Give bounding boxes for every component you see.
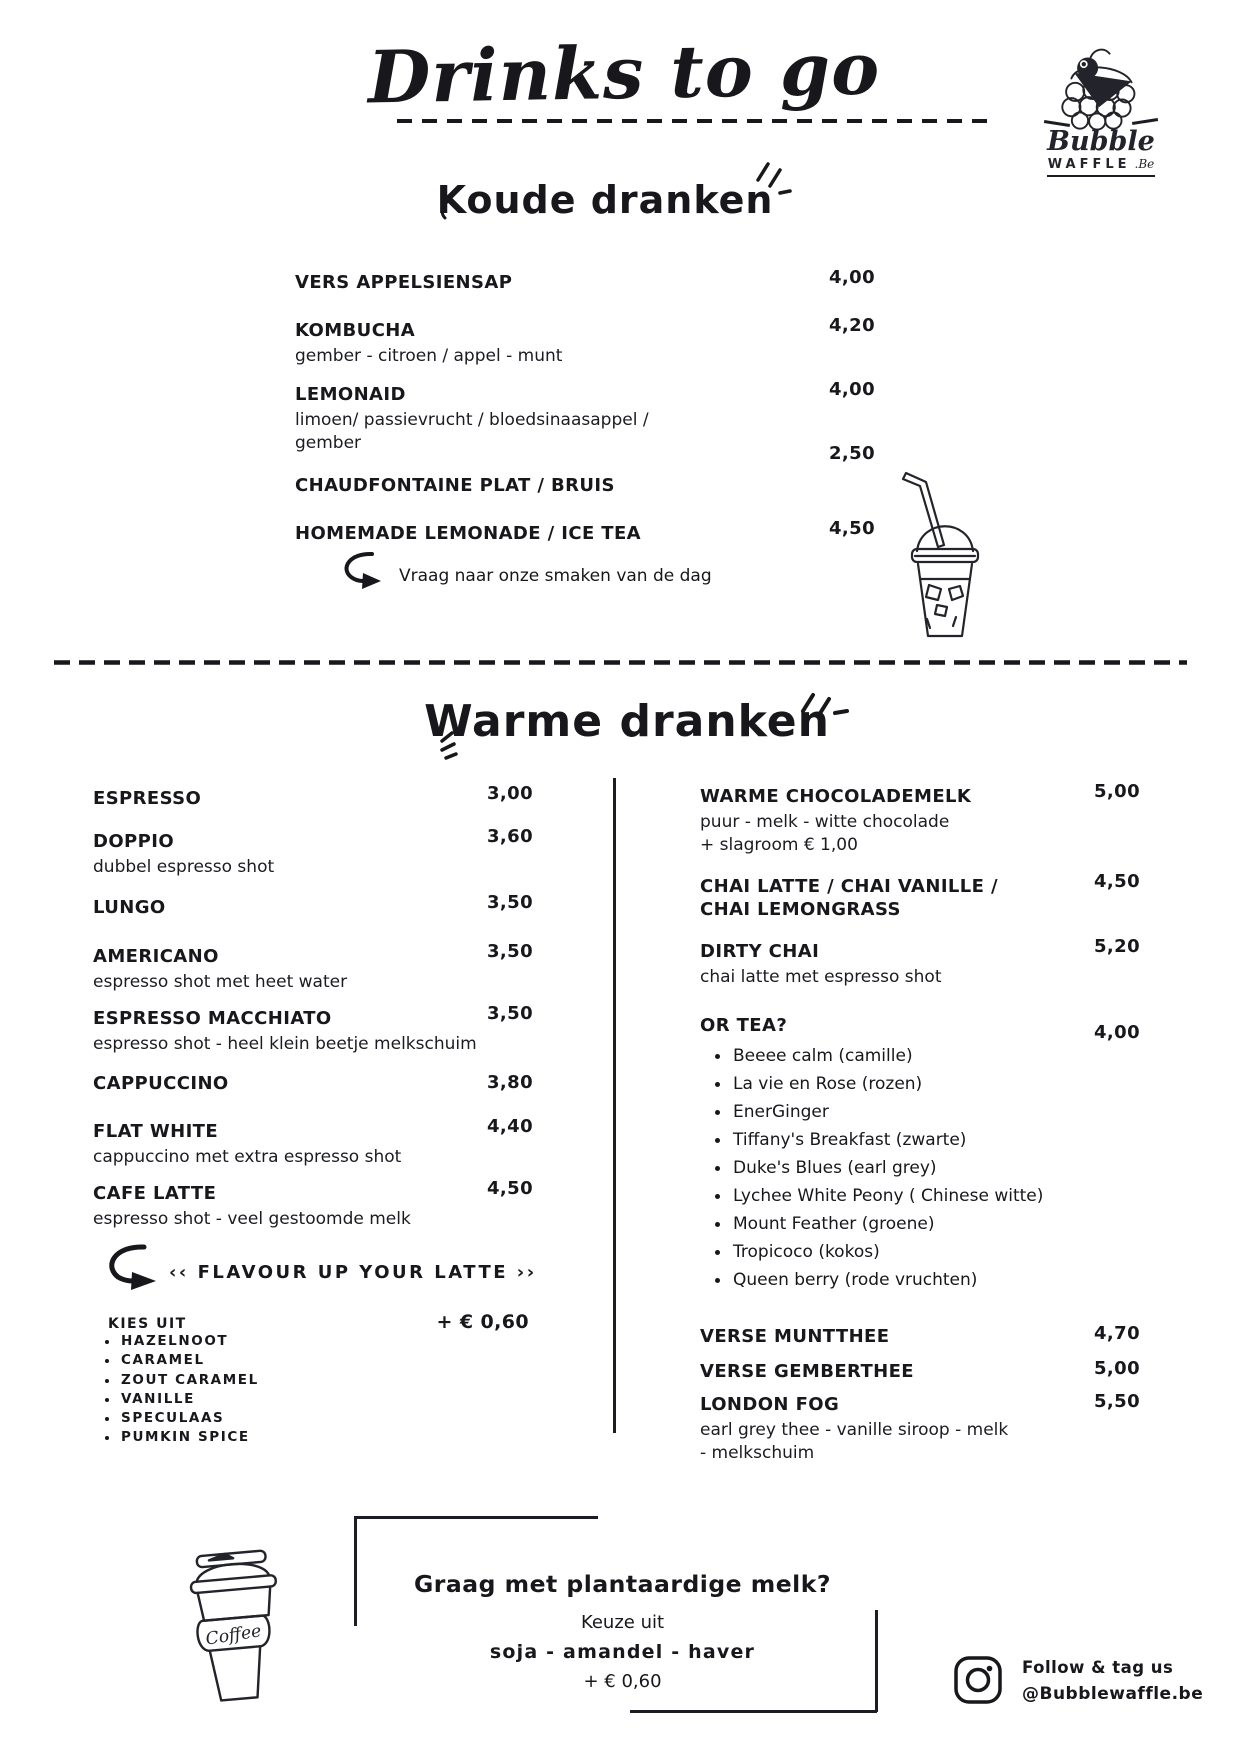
item-desc: cappuccino met extra espresso shot [93,1147,402,1167]
menu-item [295,518,875,545]
item-desc: espresso shot - heel klein beetje melkschuim [93,1034,477,1054]
sketch-accent-icon [752,160,792,196]
logo-sub-text: WAFFLE [1047,157,1131,172]
tea-options-list [700,1042,1120,1294]
coffee-cup-label: Coffee [204,1621,263,1650]
list-item: La vie en Rose (rozen) [700,1070,1120,1098]
menu-item [295,267,875,294]
item-name: LUNGO [93,897,166,918]
item-desc: espresso shot - veel gestoomde melk [93,1209,411,1229]
curved-arrow-icon [100,1242,172,1292]
frame-bottom-line [630,1710,877,1713]
menu-item [700,1014,1140,1043]
item-name: ESPRESSO MACCHIATO [93,1008,332,1029]
item-name: HOMEMADE LEMONADE / ICE TEA [295,523,642,544]
item-name: VERS APPELSIENSAP [295,272,513,293]
item-price: 3,50 [486,892,533,913]
social-text-block [1022,1658,1203,1704]
item-name: DOPPIO [93,831,175,852]
social-line1: Follow & tag us [1022,1658,1174,1677]
menu-item [700,936,1140,989]
column-divider-line [613,778,616,1433]
item-name: KOMBUCHA [295,320,416,341]
flavour-title: ‹‹ FLAVOUR UP YOUR LATTE ›› [169,1262,537,1283]
menu-item [93,826,533,879]
item-name: FLAT WHITE [93,1121,219,1142]
list-item: VANILLE [93,1390,393,1409]
menu-item [93,1116,533,1169]
item-price: 3,80 [486,1072,533,1093]
item-price: 3,60 [486,826,533,847]
footer-text-block [370,1570,875,1692]
item-price: 5,00 [1093,781,1140,802]
item-price: 5,00 [1093,1358,1140,1379]
item-price: 3,50 [486,1003,533,1024]
item-name: CHAUDFONTAINE PLAT / BRUIS [295,475,615,496]
item-name: WARME CHOCOLADEMELK [700,786,972,807]
menu-item [295,379,875,455]
list-item: CARAMEL [93,1351,393,1370]
flavour-header [93,1311,533,1333]
item-price: 4,00 [828,267,875,288]
sketch-accent-icon [438,730,466,762]
frame-left-line [354,1516,357,1626]
item-desc: - melkschuim [700,1443,815,1463]
item-price: 3,50 [486,941,533,962]
page-title: Drinks to go [367,25,881,120]
item-price: 4,20 [828,315,875,336]
footer-choose: Keuze uit [580,1612,665,1633]
item-name: LONDON FOG [700,1394,840,1415]
item-desc: earl grey thee - vanille siroop - melk [700,1420,1009,1440]
bubble-waffle-logo [1040,46,1162,177]
iced-drink-cup-illustration [893,452,993,642]
sketch-accent-icon [795,688,849,724]
item-price: 4,50 [1093,871,1140,892]
list-item: Beeee calm (camille) [700,1042,1120,1070]
list-item: Tropicoco (kokos) [700,1238,1120,1266]
item-name: CAFE LATTE [93,1183,217,1204]
title-dashed-underline [395,117,995,125]
cold-section-heading: Koude dranken [436,178,774,222]
menu-item [93,1178,533,1231]
social-handle: @Bubblewaffle.be [1022,1684,1204,1704]
list-item: EnerGinger [700,1098,1120,1126]
item-desc: limoen/ passievrucht / bloedsinaasappel / [295,410,649,430]
item-desc: chai latte met espresso shot [700,967,942,987]
coffee-cup-illustration [163,1539,312,1722]
item-desc: dubbel espresso shot [93,857,275,877]
logo-underline [1047,175,1155,177]
item-price: 3,00 [486,783,533,804]
item-name: LEMONAID [295,384,406,405]
warm-section-heading: Warme dranken [424,696,830,747]
menu-item [93,1003,533,1056]
item-price: 5,50 [1093,1391,1140,1412]
menu-item [700,1393,1140,1465]
item-name: CHAI LEMONGRASS [700,899,901,920]
menu-item [93,783,533,810]
item-desc: + slagroom € 1,00 [700,835,858,855]
item-name: AMERICANO [93,946,219,967]
item-name: VERSE GEMBERTHEE [700,1361,914,1382]
flavour-options-list [93,1332,393,1448]
item-price: 4,00 [828,379,875,400]
menu-item [295,315,875,368]
list-item: Queen berry (rode vruchten) [700,1266,1120,1294]
logo-tld-text: .Be [1134,157,1155,171]
menu-item [700,781,1140,857]
item-price: 2,50 [828,443,875,464]
list-item: Lychee White Peony ( Chinese witte) [700,1182,1120,1210]
sketch-accent-icon [437,200,453,220]
item-price: 4,00 [1093,1022,1140,1043]
footer-options: soja - amandel - haver [489,1641,756,1663]
item-desc: puur - melk - witte chocolade [700,812,950,832]
logo-brand-text: Bubble [1047,126,1155,157]
menu-item [700,1325,1140,1348]
section-dashed-divider [52,658,1189,667]
item-price: 4,50 [486,1178,533,1199]
flavour-label: KIES UIT [108,1316,187,1332]
item-name: VERSE MUNTTHEE [700,1326,890,1347]
waffle-cone-icon [1046,46,1156,132]
item-desc: gember - citroen / appel - munt [295,346,563,366]
footer-question: Graag met plantaardige melk? [414,1570,831,1598]
item-desc: espresso shot met heet water [93,972,348,992]
flavour-surcharge: + € 0,60 [436,1311,529,1333]
frame-right-line [875,1610,878,1712]
list-item: Duke's Blues (earl grey) [700,1154,1120,1182]
item-name: CAPPUCCINO [93,1073,229,1094]
list-item: SPECULAAS [93,1409,393,1428]
instagram-icon [953,1655,1003,1705]
menu-item [700,1360,1140,1383]
item-name: DIRTY CHAI [700,941,820,962]
item-name: OR TEA? [700,1015,788,1036]
menu-item [93,1072,533,1095]
item-price: 4,40 [486,1116,533,1137]
item-desc: gember [295,433,362,453]
item-name: CHAI LATTE / CHAI VANILLE / [700,876,998,897]
list-item: PUMKIN SPICE [93,1428,393,1447]
list-item: HAZELNOOT [93,1332,393,1351]
menu-item [93,892,533,919]
list-item: Mount Feather (groene) [700,1210,1120,1238]
footer-surcharge: + € 0,60 [583,1671,662,1692]
frame-top-line [354,1516,598,1519]
list-item: Tiffany's Breakfast (zwarte) [700,1126,1120,1154]
menu-item [700,871,1140,921]
item-price: 4,70 [1093,1323,1140,1344]
item-price: 5,20 [1093,936,1140,957]
item-name: ESPRESSO [93,788,202,809]
cold-note: Vraag naar onze smaken van de dag [399,566,712,586]
item-price: 4,50 [828,518,875,539]
menu-item [93,941,533,994]
list-item: ZOUT CARAMEL [93,1371,393,1390]
curved-arrow-icon [336,550,392,592]
